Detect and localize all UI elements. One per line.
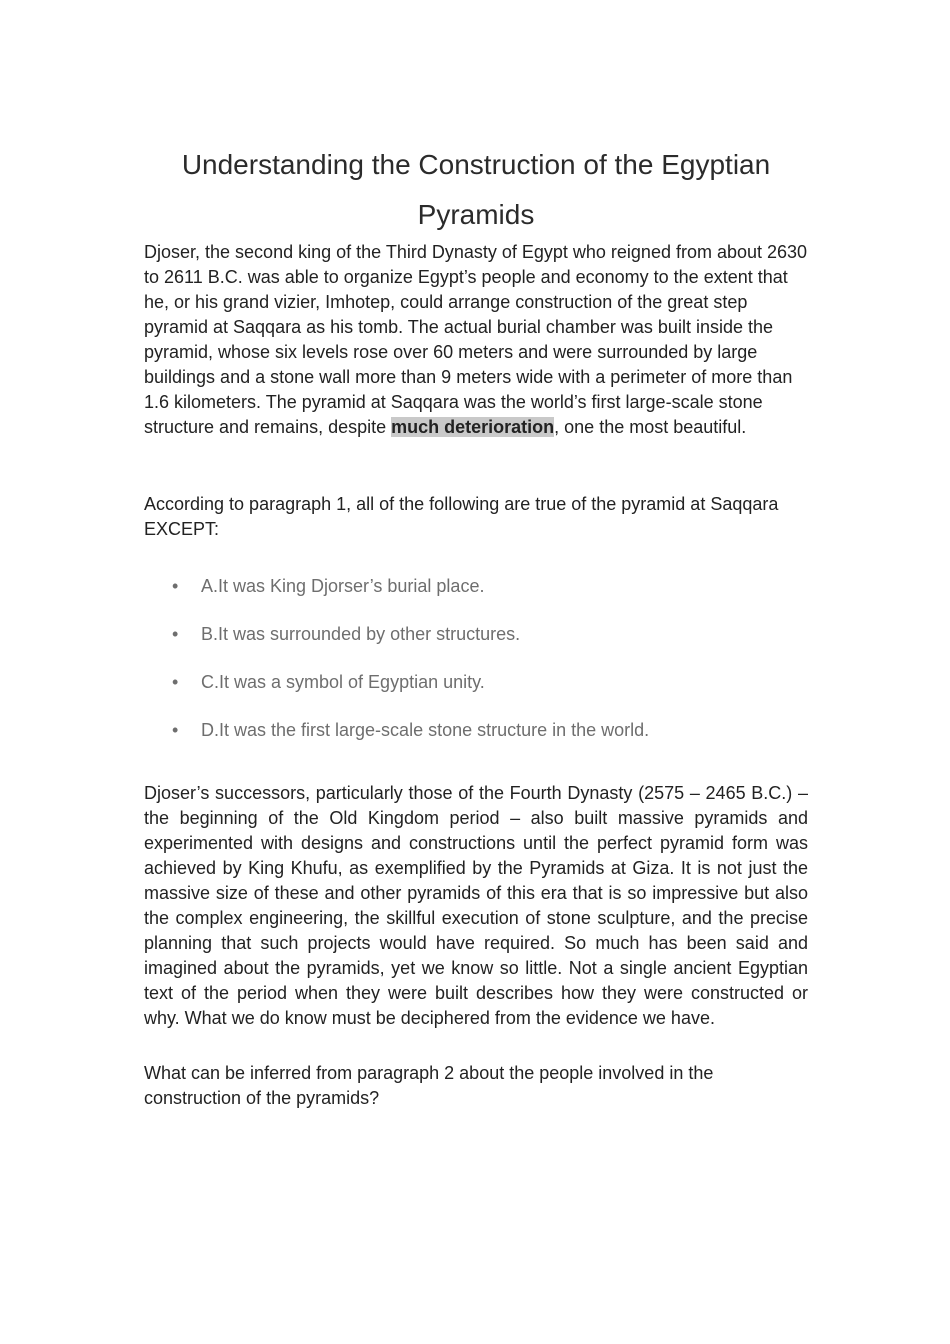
answer-option-a[interactable]	[144, 574, 808, 599]
bullet-icon: •	[172, 672, 179, 692]
answer-option-c[interactable]	[144, 670, 808, 695]
paragraph-1-text-end: , one the most beautiful.	[554, 417, 747, 437]
bullet-icon: •	[172, 624, 179, 644]
bullet-icon: •	[172, 576, 179, 596]
title-line-1: Understanding the Construction of the Egyptian	[181, 149, 771, 180]
title-line-2: Pyramids	[417, 199, 535, 230]
answer-options	[144, 574, 808, 743]
page-title	[144, 140, 808, 240]
option-label: B.It was surrounded by other structures.	[201, 624, 521, 644]
paragraph-1	[144, 240, 808, 440]
question-1: According to paragraph 1, all of the following are true of the pyramid at Saqqara EXCEPT:	[144, 494, 779, 539]
option-label: A.It was King Djorser’s burial place.	[201, 576, 485, 596]
paragraph-1-text: Djoser, the second king of the Third Dynasty of Egypt who reigned from about 2630 to 2611 B.C. was able to organize Egypt’s people and economy to the extent that he, or his grand vizier, Imhotep, could arrange construction of the great step pyramid at Saqqara as his tomb. The actual burial chamber was built inside the pyramid, whose six levels rose over 60 meters and were surrounded by large buildings and a stone wall more than 9 meters wide with a perimeter of more than 1.6 kilometers. The pyramid at Saqqara was the world’s first large-scale stone structure and remains, despite	[144, 242, 808, 437]
answer-option-d[interactable]	[144, 718, 808, 743]
answer-option-b[interactable]	[144, 622, 808, 647]
document-page	[144, 140, 808, 1111]
bullet-icon: •	[172, 720, 179, 740]
option-label: D.It was the first large-scale stone structure in the world.	[201, 720, 650, 740]
paragraph-2: Djoser’s successors, particularly those of the Fourth Dynasty (2575 – 2465 B.C.) – the beginning of the Old Kingdom period – also built massive pyramids and experimented with designs and constructions until the perfect pyramid form was achieved by King Khufu, as exemplified by the Pyramids at Giza. It is not just the massive size of these and other pyramids of this era that is so impressive but also the complex engineering, the skillful execution of stone sculpture, and the precise planning that such projects would have required. So much has been said and imagined about the pyramids, yet we know so little. Not a single ancient Egyptian text of the period when they were built describes how they were constructed or why. What we do know must be deciphered from the evidence we have.	[144, 783, 808, 1028]
question-2: What can be inferred from paragraph 2 about the people involved in the construction of the pyramids?	[144, 1063, 714, 1108]
highlighted-phrase: much deterioration	[391, 417, 555, 437]
option-label: C.It was a symbol of Egyptian unity.	[201, 672, 485, 692]
